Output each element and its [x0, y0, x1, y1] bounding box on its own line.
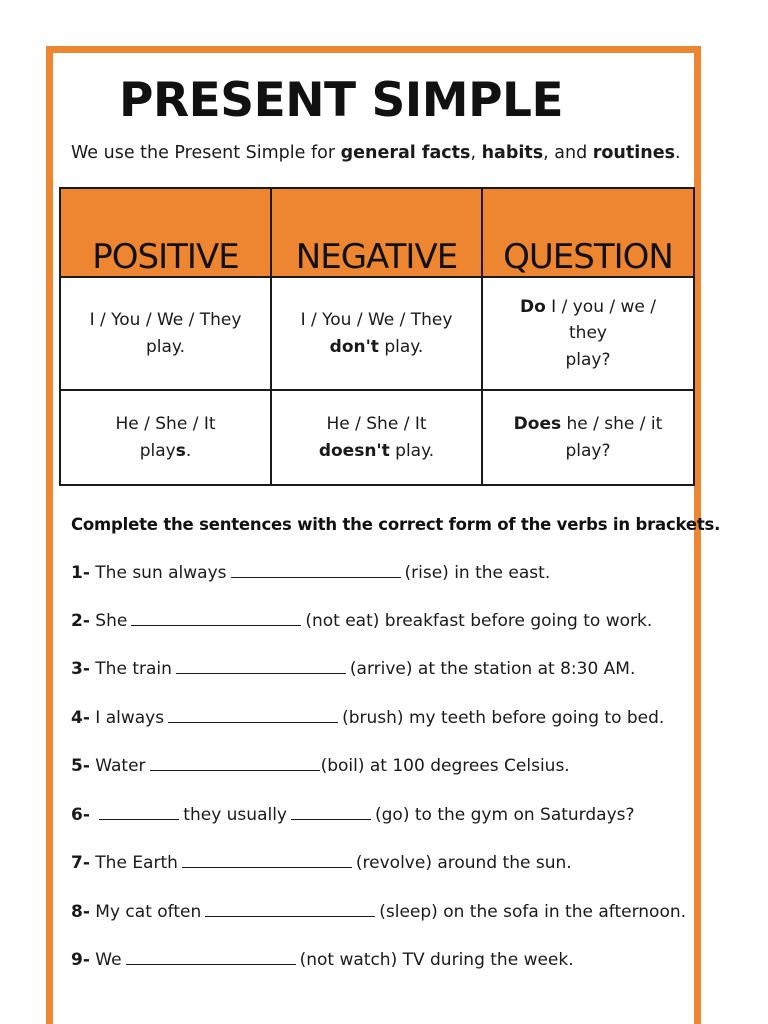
exercise-item	[71, 853, 572, 873]
exercise-text-after: (arrive) at the station at 8:30 AM.	[349, 659, 636, 679]
subtitle-prefix: We use the Present Simple for	[71, 143, 341, 163]
cell-bold-word: doesn't	[318, 440, 390, 461]
exercise-number: 7-	[71, 853, 90, 873]
cell-text: play	[139, 440, 176, 461]
subtitle-suffix: .	[675, 143, 681, 163]
worksheet-frame	[46, 46, 721, 1024]
exercise-instructions: Complete the sentences with the correct form of the verbs in brackets.	[71, 515, 721, 534]
answer-blank[interactable]	[126, 950, 296, 965]
answer-blank[interactable]	[291, 805, 371, 820]
cell-text: he / she / it	[561, 414, 663, 435]
exercise-text-before: Water	[95, 756, 146, 776]
cell-question-singular	[482, 390, 694, 485]
exercise-number: 8-	[71, 902, 90, 922]
cell-bold-suffix: s	[175, 440, 186, 461]
exercise-number: 3-	[71, 659, 90, 679]
cell-negative-singular	[271, 390, 482, 485]
answer-blank[interactable]	[131, 611, 301, 626]
answer-blank[interactable]	[182, 853, 352, 868]
exercise-text-before: We	[95, 950, 122, 970]
cell-bold-word: Do	[519, 296, 546, 317]
cell-positive-plural	[60, 277, 271, 390]
cell-line: play?	[565, 349, 611, 370]
exercise-text-after: (not eat) breakfast before going to work.	[305, 611, 653, 631]
table-row	[60, 390, 694, 485]
exercise-number: 9-	[71, 950, 90, 970]
answer-blank[interactable]	[150, 756, 320, 771]
exercise-text-before: The sun always	[95, 563, 227, 583]
cell-line	[272, 438, 481, 464]
cell-line: I / You / We / They	[89, 310, 242, 331]
cell-text: play.	[389, 440, 435, 461]
exercise-item	[71, 708, 664, 728]
page-title: PRESENT SIMPLE	[119, 73, 564, 128]
cell-positive-singular	[60, 390, 271, 485]
exercise-item	[71, 611, 652, 631]
exercise-item	[71, 902, 686, 922]
exercise-text-before: My cat often	[95, 902, 202, 922]
cell-bold-word: don't	[329, 336, 379, 357]
cell-question-plural	[482, 277, 694, 390]
cell-line: He / She / It	[326, 414, 427, 435]
exercise-item	[71, 756, 570, 776]
cell-line: He / She / It	[115, 414, 216, 435]
exercise-number: 6-	[71, 805, 90, 825]
subtitle-sep: , and	[543, 143, 593, 163]
exercise-item	[71, 659, 635, 679]
subtitle	[71, 145, 681, 163]
cell-line	[61, 438, 270, 464]
exercise-text-before: She	[95, 611, 128, 631]
answer-blank[interactable]	[176, 659, 346, 674]
cell-line: I / You / We / They	[300, 310, 453, 331]
subtitle-term-habits: habits	[481, 143, 544, 163]
exercise-item	[71, 950, 574, 970]
header-negative: NEGATIVE	[271, 188, 482, 277]
exercise-text-after: (go) to the gym on Saturdays?	[375, 805, 635, 825]
exercise-item	[71, 805, 635, 825]
answer-blank[interactable]	[205, 902, 375, 917]
cell-line	[483, 411, 693, 437]
cell-text: play.	[378, 336, 424, 357]
cell-line: they	[569, 323, 607, 344]
exercise-text-after: (boil) at 100 degrees Celsius.	[320, 756, 570, 776]
subtitle-term-general-facts: general facts	[340, 143, 471, 163]
header-question: QUESTION	[482, 188, 694, 277]
cell-line: play?	[565, 440, 611, 461]
answer-blank[interactable]	[168, 708, 338, 723]
exercise-text-before: I always	[95, 708, 165, 728]
exercise-text-after: (brush) my teeth before going to bed.	[342, 708, 665, 728]
exercise-text-before: The Earth	[95, 853, 178, 873]
subtitle-sep: ,	[470, 143, 482, 163]
exercise-number: 4-	[71, 708, 90, 728]
exercise-text-middle: they usually	[183, 805, 287, 825]
grammar-table	[59, 187, 695, 486]
exercise-text-after: (sleep) on the sofa in the afternoon.	[379, 902, 687, 922]
exercise-text-after: (not watch) TV during the week.	[299, 950, 574, 970]
subtitle-term-routines: routines	[592, 143, 676, 163]
exercise-text-after: (revolve) around the sun.	[355, 853, 572, 873]
cell-text: .	[185, 440, 192, 461]
header-positive: POSITIVE	[60, 188, 271, 277]
exercise-number: 1-	[71, 563, 90, 583]
answer-blank[interactable]	[231, 563, 401, 578]
exercise-number: 2-	[71, 611, 90, 631]
exercise-item	[71, 563, 550, 583]
exercise-text-before: The train	[95, 659, 172, 679]
cell-line	[272, 334, 481, 360]
cell-line	[483, 294, 693, 320]
exercise-number: 5-	[71, 756, 90, 776]
cell-text: I / you / we /	[545, 296, 656, 317]
exercise-text-after: (rise) in the east.	[404, 563, 551, 583]
answer-blank[interactable]	[99, 805, 179, 820]
cell-bold-word: Does	[513, 414, 562, 435]
table-row	[60, 277, 694, 390]
cell-negative-plural	[271, 277, 482, 390]
cell-line: play.	[146, 336, 185, 357]
table-header-row	[60, 188, 694, 277]
